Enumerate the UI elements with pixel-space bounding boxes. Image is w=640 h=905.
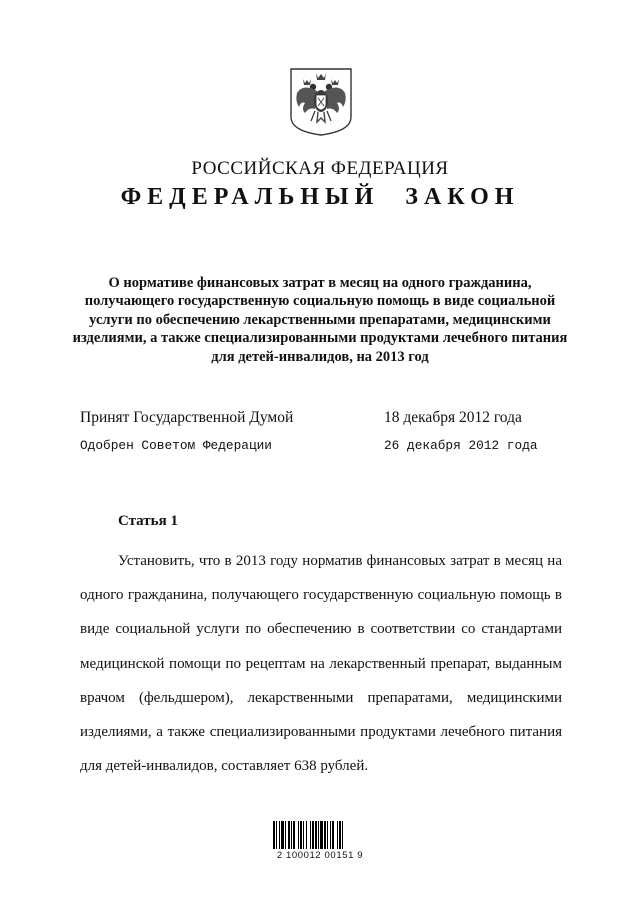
- adopted-date: 18 декабря 2012 года: [384, 409, 522, 426]
- law-title: О нормативе финансовых затрат в месяц на одного гражданина, получающего государственную социальную помощь в виде социальной услуги по обеспечению лекарственными препаратами, медицинскими изделиями, а также специализированными продуктами лечебного питания для детей-инвалидов, на 2013 год: [72, 275, 568, 365]
- barcode-icon: [272, 821, 370, 849]
- article-text: Установить, что в 2013 году норматив финансовых затрат в месяц на одного гражданина, получающего государственную социальную помощь в виде социальной услуги по обеспечению в соответствии со стандартами медицинской помощи по рецептам на лекарственный препарат, выданным врачом (фельдшером), лекарственными препаратами, медицинскими изделиями, а также специализированными продуктами лечебного питания для детей-инвалидов, составляет 638 рублей.: [80, 553, 562, 775]
- barcode-number: 2 100012 00151 9: [276, 850, 364, 861]
- approved-label: Одобрен Советом Федерации: [80, 438, 272, 453]
- document-type: ФЕДЕРАЛЬНЫЙ ЗАКОН: [120, 184, 520, 210]
- article-heading: Статья 1: [118, 513, 178, 529]
- country-name: РОССИЙСКАЯ ФЕДЕРАЦИЯ: [191, 158, 449, 179]
- adopted-label: Принят Государственной Думой: [80, 409, 294, 426]
- approved-date: 26 декабря 2012 года: [384, 438, 538, 453]
- coat-of-arms-icon: [289, 67, 353, 137]
